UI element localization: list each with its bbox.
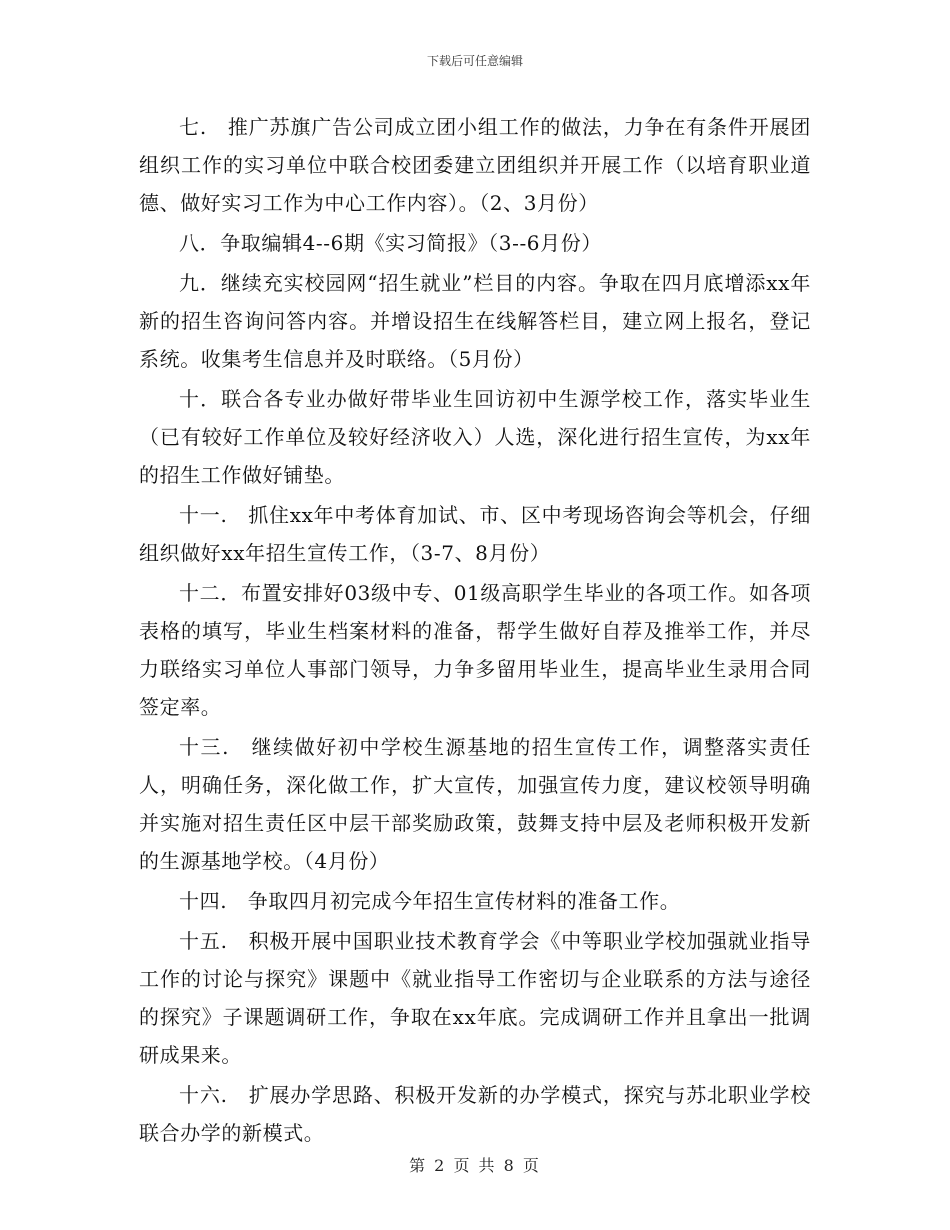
paragraph-8: 八．争取编辑4--6期《实习简报》（3--6月份） bbox=[179, 231, 602, 255]
paragraph-12: 十二．布置安排好03级中专、01级高职学生毕业的各项工作。如各项表格的填写，毕业生档案材料的准备，帮学生做好自荐及推举工作，并尽力联络实习单位人事部门领导，力争多留用毕业生，提高毕业生录用合同签定率。 bbox=[139, 581, 811, 719]
paragraph-13: 十三. 继续做好初中学校生源基地的招生宣传工作，调整落实责任人，明确任务，深化做工作，扩大宣传，加强宣传力度，建议校领导明确并实施对招生责任区中层干部奖励政策，鼓舞支持中层及老师积极开发新的生源基地学校。（4月份） bbox=[139, 735, 811, 873]
paragraph-9: 九．继续充实校园网“招生就业”栏目的内容。争取在四月底增添xx年新的招生咨询问答内容。并增设招生在线解答栏目，建立网上报名，登记系统。收集考生信息并及时联络。（5月份） bbox=[139, 271, 811, 371]
document-body bbox=[139, 108, 811, 1154]
paragraph-11: 十一. 抓住xx年中考体育加试、市、区中考现场咨询会等机会，仔细组织做好xx年招生宣传工作，（3-7、8月份） bbox=[139, 503, 811, 565]
paragraph-15: 十五. 积极开展中国职业技术教育学会《中等职业学校加强就业指导工作的讨论与探究》课题中《就业指导工作密切与企业联系的方法与途径的探究》子课题调研工作，争取在xx年底。完成调研工作并且拿出一批调研成果来。 bbox=[139, 929, 811, 1067]
paragraph-14: 十四. 争取四月初完成今年招生宣传材料的准备工作。 bbox=[179, 889, 681, 913]
paragraph-16: 十六. 扩展办学思路、积极开发新的办学模式，探究与苏北职业学校联合办学的新模式。 bbox=[139, 1083, 811, 1145]
page-footer: 第 2 页 共 8 页 bbox=[409, 1156, 541, 1175]
paragraph-10: 十．联合各专业办做好带毕业生回访初中生源学校工作，落实毕业生（已有较好工作单位及较好经济收入）人选，深化进行招生宣传，为xx年的招生工作做好铺垫。 bbox=[139, 387, 811, 487]
page-header: 下载后可任意编辑 bbox=[426, 54, 523, 68]
paragraph-7: 七. 推广苏旗广告公司成立团小组工作的做法，力争在有条件开展团组织工作的实习单位中联合校团委建立团组织并开展工作（以培育职业道德、做好实习工作为中心工作内容）。（2、3月份） bbox=[139, 115, 811, 215]
